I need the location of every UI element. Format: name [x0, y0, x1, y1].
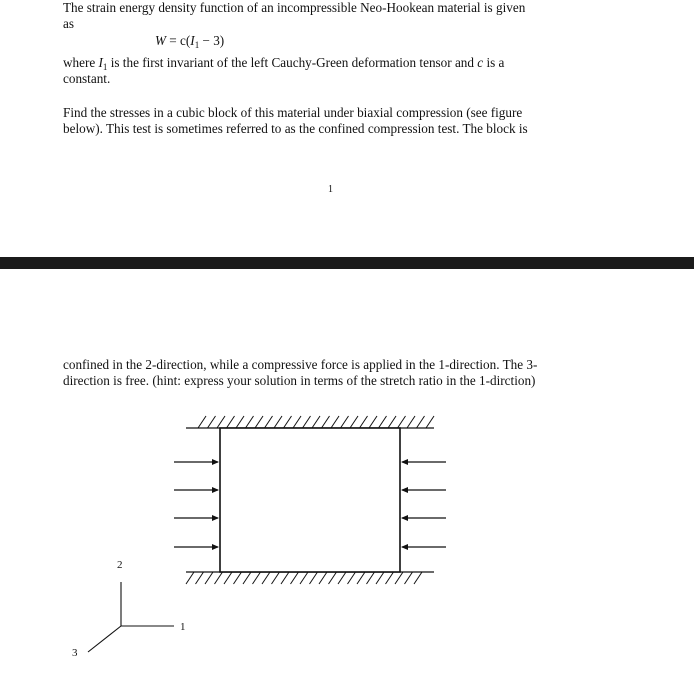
equation	[155, 33, 224, 49]
hatch-mark	[388, 416, 396, 428]
hatch-mark	[331, 416, 339, 428]
confined-compression-figure	[0, 400, 694, 700]
hatch-mark	[274, 416, 282, 428]
hatch-mark	[215, 572, 223, 584]
hatch-mark	[284, 416, 292, 428]
coordinate-axes	[88, 582, 174, 652]
hatch-mark	[405, 572, 413, 584]
hatch-mark	[386, 572, 394, 584]
where-mid: is the first invariant of the left Cauchy-Green deformation tensor and	[107, 55, 478, 70]
hatch-mark	[243, 572, 251, 584]
hatch-mark	[395, 572, 403, 584]
find-line-2: below). This test is sometimes referred to as the confined compression test. The block is	[63, 121, 528, 136]
hatch-mark	[312, 416, 320, 428]
where-post: is a	[483, 55, 505, 70]
hatch-mark	[426, 416, 434, 428]
hatch-mark	[262, 572, 270, 584]
hatch-mark	[300, 572, 308, 584]
hatch-mark	[205, 572, 213, 584]
where-constant-c: c	[477, 55, 484, 70]
hatch-mark	[303, 416, 311, 428]
hatch-mark	[338, 572, 346, 584]
where-subscript: 1	[102, 62, 108, 72]
hatch-mark	[348, 572, 356, 584]
hatch-mark	[319, 572, 327, 584]
hatch-mark	[265, 416, 273, 428]
axis-2-label: 2	[117, 559, 123, 571]
axis-3-label: 3	[72, 647, 78, 659]
page-number: 1	[328, 184, 333, 195]
hatch-mark	[234, 572, 242, 584]
bottom-wall	[186, 572, 434, 584]
hatch-mark	[329, 572, 337, 584]
hatch-mark	[196, 572, 204, 584]
equation-invariant: I	[190, 33, 195, 48]
hatch-mark	[369, 416, 377, 428]
left-force-arrows	[174, 462, 218, 547]
hatch-mark	[208, 416, 216, 428]
find-line-1: Find the stresses in a cubic block of this material under biaxial compression (see figure	[63, 105, 523, 120]
equation-rest: − 3)	[199, 33, 225, 48]
intro-line-2: as	[63, 16, 74, 31]
constant-line: constant.	[63, 71, 111, 86]
where-pre: where	[63, 55, 99, 70]
hatch-mark	[360, 416, 368, 428]
intro-line-1: The strain energy density function of an incompressible Neo-Hookean material is given	[63, 0, 526, 15]
hatch-mark	[367, 572, 375, 584]
hatch-mark	[376, 572, 384, 584]
equation-lhs: W	[155, 33, 166, 48]
hatch-mark	[227, 416, 235, 428]
hatch-mark	[357, 572, 365, 584]
confined-line-2: direction is free. (hint: express your solution in terms of the stretch ratio in the 1-dirction)	[63, 373, 536, 388]
confined-line-1: confined in the 2-direction, while a compressive force is applied in the 1-direction. The 3-	[63, 357, 538, 372]
hatch-mark	[255, 416, 263, 428]
top-wall	[186, 416, 434, 428]
hatch-mark	[186, 572, 194, 584]
hatch-mark	[272, 572, 280, 584]
hatch-mark	[236, 416, 244, 428]
hatch-mark	[398, 416, 406, 428]
equation-subscript: 1	[194, 40, 200, 50]
hatch-mark	[414, 572, 422, 584]
hatch-mark	[217, 416, 225, 428]
hatch-mark	[253, 572, 261, 584]
hatch-mark	[310, 572, 318, 584]
hatch-mark	[198, 416, 206, 428]
hatch-mark	[293, 416, 301, 428]
where-line	[63, 55, 504, 71]
hatch-mark	[379, 416, 387, 428]
right-force-arrows	[402, 462, 446, 547]
hatch-mark	[350, 416, 358, 428]
hatch-mark	[417, 416, 425, 428]
hatch-mark	[291, 572, 299, 584]
hatch-mark	[246, 416, 254, 428]
hatch-mark	[341, 416, 349, 428]
where-variable: I	[98, 55, 103, 70]
page-divider	[0, 257, 694, 269]
hatch-mark	[281, 572, 289, 584]
axis-3-line	[88, 626, 121, 652]
block	[220, 428, 400, 572]
hatch-mark	[224, 572, 232, 584]
axis-1-label: 1	[180, 621, 186, 633]
equation-eq: = c(	[166, 33, 191, 48]
hatch-mark	[322, 416, 330, 428]
hatch-mark	[407, 416, 415, 428]
